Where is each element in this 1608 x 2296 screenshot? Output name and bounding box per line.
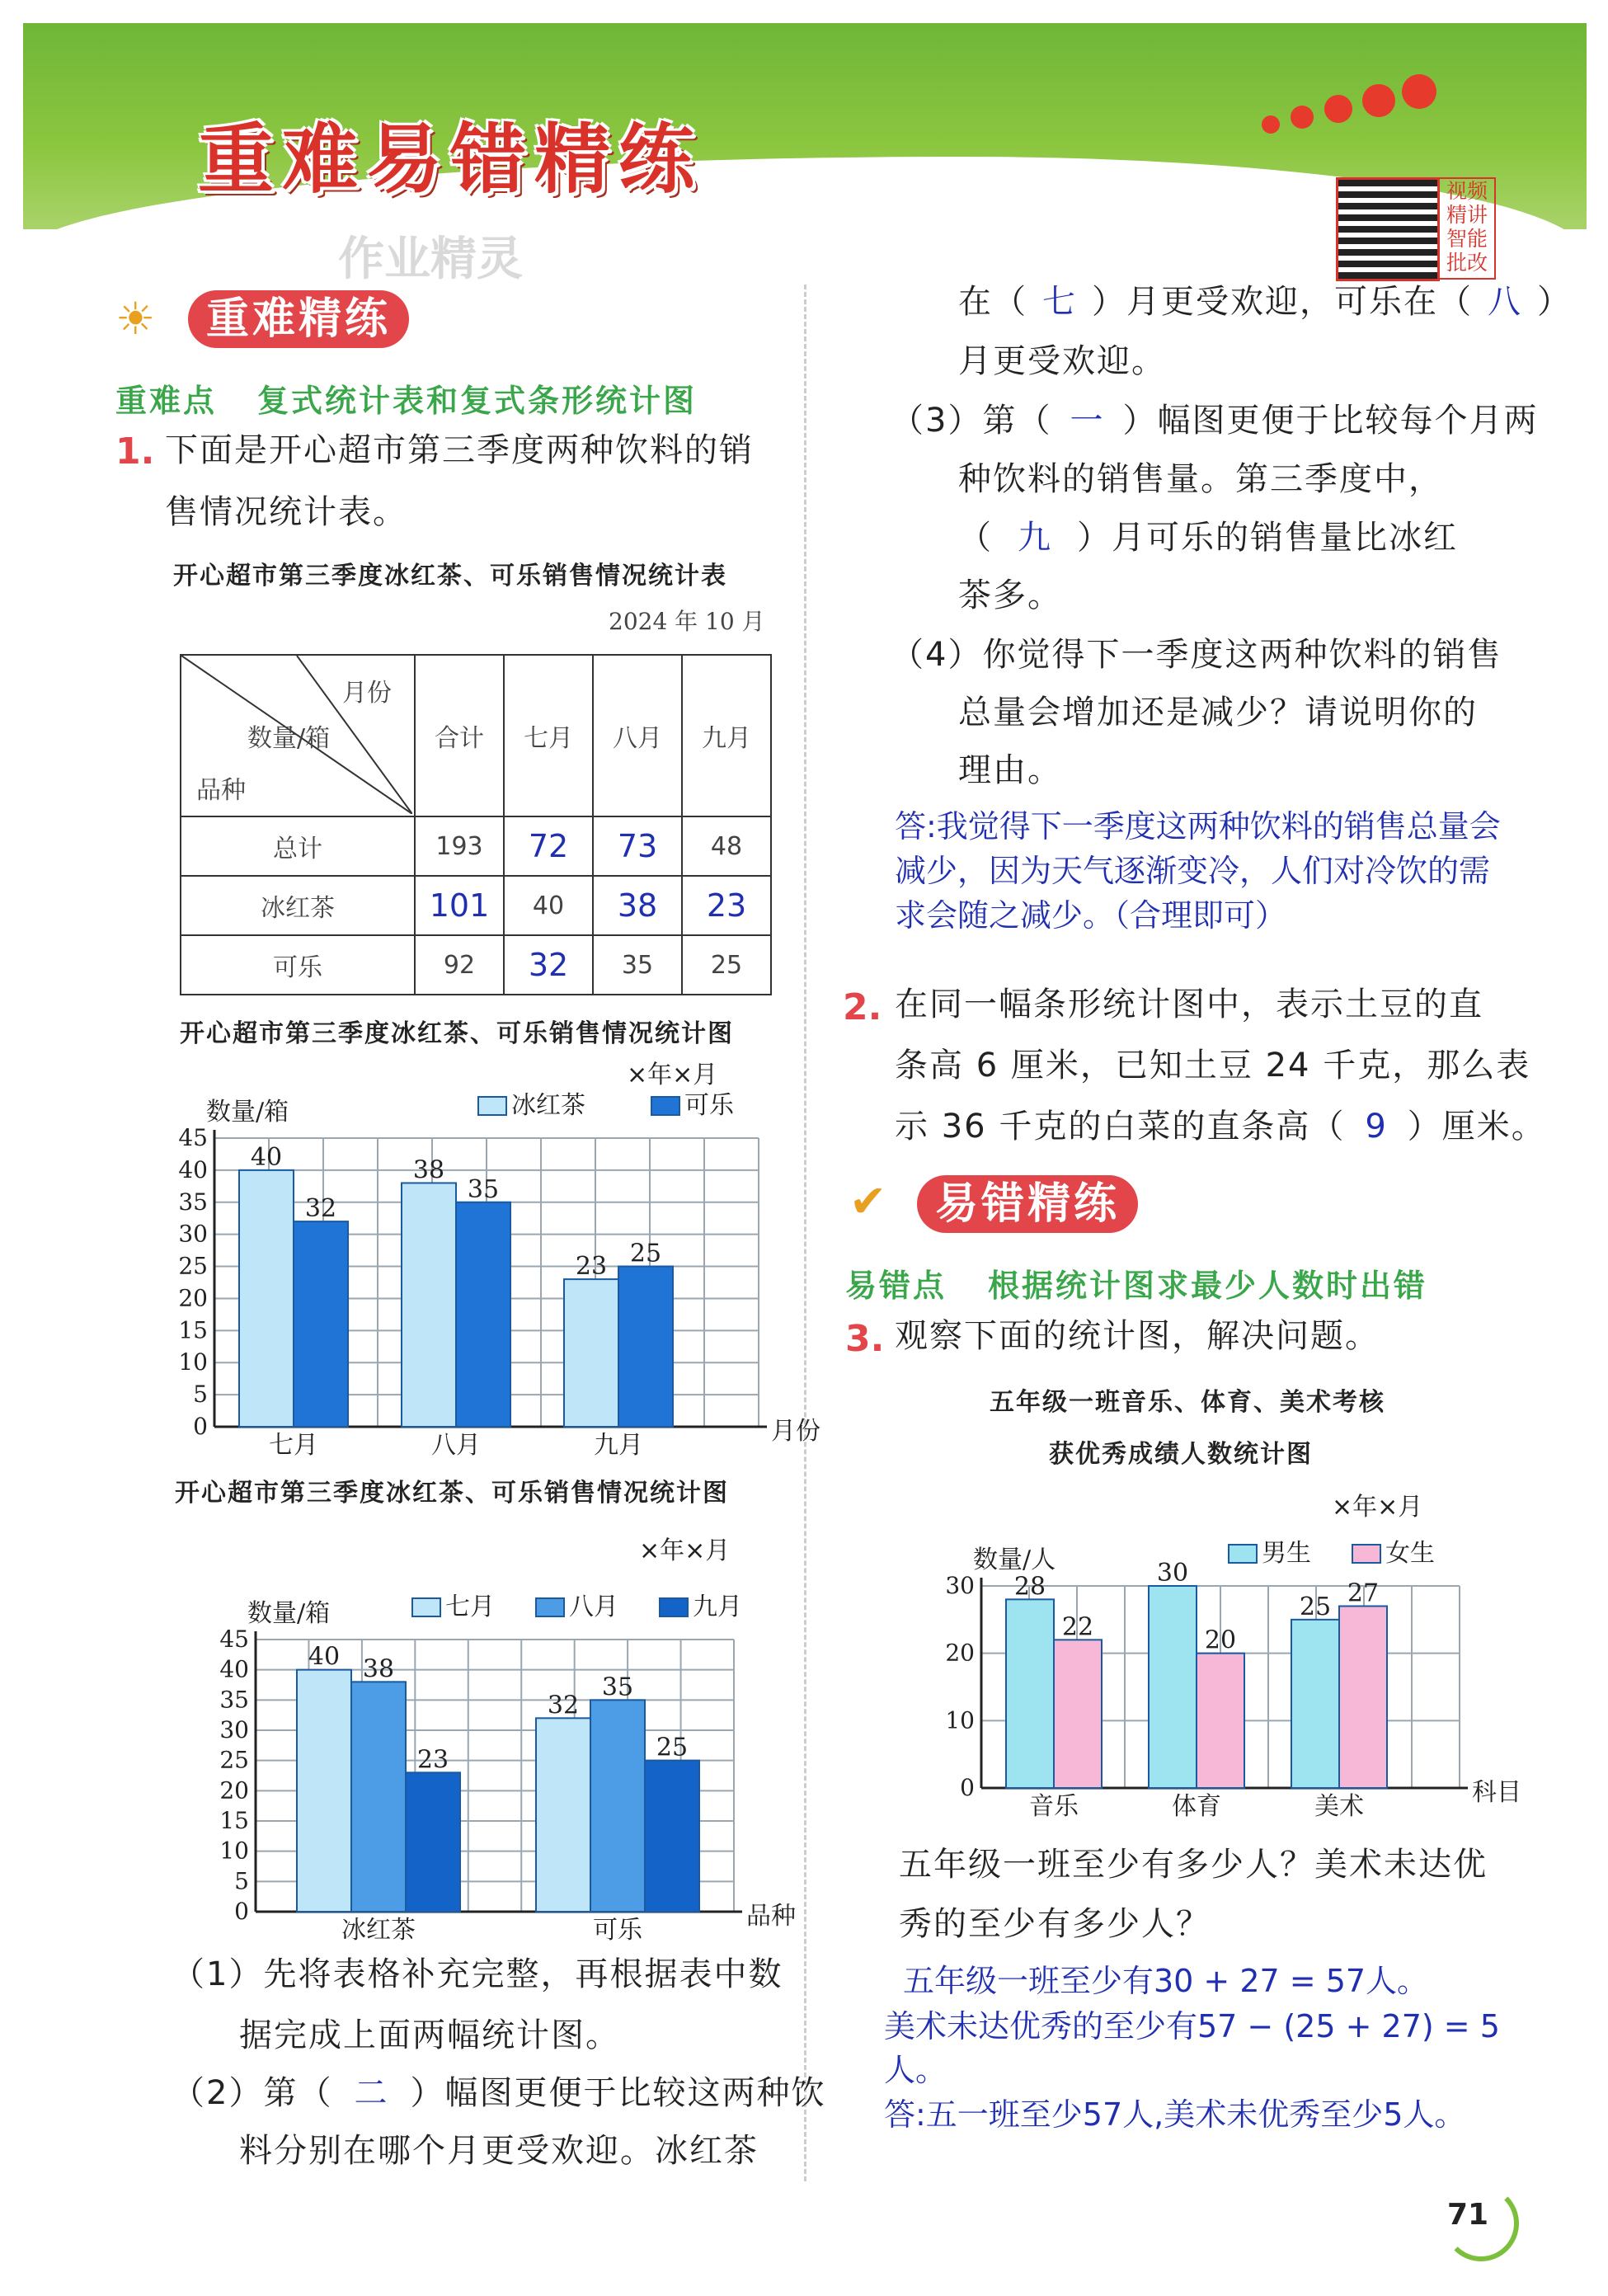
answer-line[interactable]: 人。 — [884, 2052, 947, 2088]
sub2-text — [172, 2063, 825, 2123]
q2-part: 示 36 千克的白菜的直条高（ — [895, 1108, 1346, 1146]
cell: 40 — [504, 876, 593, 935]
sub3-text: 茶多。 — [958, 576, 1062, 614]
col-header: 八月 — [593, 655, 682, 816]
data-label: 22 — [1061, 1612, 1094, 1642]
bar — [297, 1670, 351, 1912]
row-name: 冰红茶 — [181, 876, 415, 935]
cell-filled[interactable]: 23 — [682, 876, 771, 935]
row-name: 总计 — [181, 816, 415, 876]
section-badge-error: 易错精练 — [917, 1175, 1138, 1233]
bar — [1291, 1620, 1339, 1788]
x-tick-label: 音乐 — [1029, 1792, 1079, 1821]
data-label: 40 — [308, 1642, 341, 1672]
corner-month: 月份 — [342, 679, 392, 708]
data-label: 40 — [250, 1142, 283, 1172]
bar — [590, 1700, 645, 1912]
data-label: 35 — [601, 1673, 634, 1702]
legend-swatch — [651, 1097, 679, 1115]
chart3-title: 五年级一班音乐、体育、美术考核 — [990, 1388, 1385, 1417]
data-label: 38 — [362, 1654, 395, 1684]
sub2-part: ）幅图更便于比较这两种饮 — [410, 2074, 826, 2112]
bar — [402, 1183, 456, 1427]
qr-code[interactable] — [1336, 177, 1440, 281]
answer-blank[interactable]: 七 — [1042, 283, 1077, 321]
answer-line[interactable]: 求会随之减少。（合理即可） — [895, 897, 1287, 934]
legend-swatch — [412, 1598, 440, 1616]
sub1-text: 据完成上面两幅统计图。 — [239, 2016, 620, 2054]
sub3-part: （3）第（ — [891, 402, 1052, 440]
cell: 48 — [682, 816, 771, 876]
legend-label: 女生 — [1385, 1539, 1435, 1568]
chart1-title: 开心超市第三季度冰红茶、可乐销售情况统计图 — [180, 1019, 734, 1048]
y-tick-label: 0 — [193, 1413, 208, 1440]
col-header: 九月 — [682, 655, 771, 816]
answer-blank[interactable]: 二 — [354, 2074, 389, 2112]
page-title: 重难易错精练 — [198, 115, 703, 204]
chart1-date: ×年×月 — [627, 1061, 718, 1089]
q3-text: 观察下面的统计图，解决问题。 — [895, 1317, 1380, 1355]
x-axis-label: 月份 — [771, 1417, 820, 1446]
y-tick-label: 40 — [219, 1655, 249, 1683]
cell-filled[interactable]: 32 — [504, 935, 593, 995]
legend-swatch — [1229, 1545, 1257, 1563]
q3-question: 五年级一班至少有多少人？美术未达优 — [899, 1846, 1488, 1884]
point-label: 易错点 — [845, 1268, 947, 1304]
legend-swatch — [536, 1598, 564, 1616]
check-icon: ✔ — [849, 1175, 887, 1227]
answer-line[interactable]: 减少，因为天气逐渐变冷，人们对冷饮的需 — [895, 853, 1491, 889]
legend-swatch — [478, 1097, 506, 1115]
legend-label: 男生 — [1262, 1539, 1311, 1568]
y-tick-label: 20 — [178, 1284, 208, 1312]
chart3-date: ×年×月 — [1332, 1493, 1423, 1522]
data-label: 32 — [547, 1691, 580, 1720]
sub3-part: （ — [958, 519, 993, 557]
bar — [239, 1170, 294, 1427]
point-label: 重难点 — [115, 383, 218, 419]
q2-text — [895, 1097, 1546, 1156]
chart2-svg — [165, 1567, 808, 1946]
y-tick-label: 10 — [219, 1837, 249, 1865]
cell-filled[interactable]: 38 — [593, 876, 682, 935]
q1-text: 售情况统计表。 — [165, 493, 407, 531]
chart2-title: 开心超市第三季度冰红茶、可乐销售情况统计图 — [175, 1479, 729, 1508]
data-label: 25 — [1299, 1592, 1332, 1621]
answer-blank[interactable]: 9 — [1365, 1108, 1388, 1146]
table-title: 开心超市第三季度冰红茶、可乐销售情况统计表 — [173, 562, 727, 590]
table-row — [181, 816, 771, 876]
y-tick-label: 30 — [219, 1716, 249, 1743]
bar — [351, 1682, 406, 1912]
y-tick-label: 45 — [219, 1626, 249, 1653]
y-tick-label: 5 — [193, 1381, 208, 1409]
y-tick-label: 35 — [219, 1686, 249, 1714]
sub4-text: （4）你觉得下一季度这两种饮料的销售 — [891, 636, 1502, 674]
legend-swatch — [660, 1598, 688, 1616]
cont-text: 月更受欢迎。 — [958, 342, 1166, 380]
y-tick-label: 20 — [219, 1776, 249, 1804]
x-tick-label: 冰红茶 — [341, 1916, 416, 1945]
y-tick-label: 5 — [234, 1867, 249, 1895]
x-tick-label: 八月 — [431, 1431, 481, 1460]
data-label: 27 — [1347, 1578, 1380, 1608]
y-tick-label: 35 — [178, 1188, 208, 1216]
y-tick-label: 15 — [178, 1316, 208, 1344]
sun-icon: ☀ — [115, 293, 156, 345]
sub3-text: 种饮料的销售量。第三季度中， — [958, 460, 1443, 498]
y-tick-label: 20 — [945, 1639, 975, 1667]
legend-label: 冰红茶 — [511, 1091, 585, 1120]
cell: 193 — [415, 816, 504, 876]
data-label: 23 — [416, 1745, 449, 1775]
x-tick-label: 九月 — [594, 1431, 643, 1460]
answer-line[interactable]: 美术未达优秀的至少有57 − (25 + 27) = 5 — [884, 2008, 1500, 2044]
q2-text: 在同一幅条形统计图中，表示土豆的直 — [895, 986, 1483, 1023]
bar — [1149, 1586, 1197, 1788]
x-tick-label: 体育 — [1172, 1792, 1221, 1821]
cell: 35 — [593, 935, 682, 995]
legend-label: 九月 — [693, 1593, 742, 1621]
y-tick-label: 25 — [178, 1252, 208, 1280]
x-tick-label: 可乐 — [593, 1916, 642, 1945]
x-axis-label: 品种 — [746, 1902, 796, 1931]
legend-label: 八月 — [569, 1593, 618, 1621]
bar — [456, 1202, 510, 1427]
table-corner — [181, 655, 415, 816]
chart1-svg — [165, 1089, 825, 1468]
table-date: 2024 年 10 月 — [609, 608, 765, 635]
question-number: 1. — [115, 430, 155, 473]
y-tick-label: 40 — [178, 1155, 208, 1183]
y-axis-label: 数量/箱 — [247, 1599, 331, 1628]
sub4-text: 总量会增加还是减少？请说明你的 — [958, 694, 1478, 732]
stat-table — [180, 654, 772, 995]
col-header: 七月 — [504, 655, 593, 816]
y-axis-label: 数量/箱 — [206, 1098, 289, 1127]
sub2-part: （2）第（ — [172, 2074, 333, 2112]
bar — [645, 1761, 699, 1912]
bar — [1006, 1599, 1054, 1788]
section-badge-hard: 重难精练 — [188, 290, 409, 348]
bar — [406, 1772, 460, 1912]
cont-text — [958, 272, 1572, 332]
legend-label: 七月 — [445, 1593, 495, 1621]
cell-filled[interactable]: 101 — [415, 876, 504, 935]
answer-line[interactable]: 五年级一班至少有30 + 27 = 57人。 — [903, 1963, 1429, 1999]
sub3-text — [958, 508, 1458, 567]
sub2-text: 料分别在哪个月更受欢迎。冰红茶 — [239, 2132, 759, 2170]
q1-text: 下面是开心超市第三季度两种饮料的销 — [165, 431, 754, 469]
bar — [1339, 1607, 1387, 1789]
data-label: 38 — [412, 1155, 445, 1185]
legend-swatch — [1352, 1545, 1380, 1563]
x-tick-label: 美术 — [1314, 1792, 1364, 1821]
y-tick-label: 10 — [178, 1348, 208, 1376]
x-tick-label: 七月 — [269, 1431, 318, 1460]
cont-part: ） — [1537, 283, 1572, 321]
point-text: 根据统计图求最少人数时出错 — [988, 1268, 1428, 1304]
bar — [536, 1718, 590, 1912]
y-tick-label: 15 — [219, 1807, 249, 1834]
q3-question: 秀的至少有多少人？ — [899, 1905, 1211, 1943]
question-number: 2. — [843, 986, 882, 1028]
page-number-swoosh — [1443, 2185, 1519, 2261]
y-tick-label: 0 — [234, 1898, 249, 1925]
cell-filled[interactable]: 72 — [504, 816, 593, 876]
y-tick-label: 30 — [945, 1572, 975, 1599]
q2-part: ）厘米。 — [1407, 1108, 1546, 1146]
y-tick-label: 0 — [960, 1774, 975, 1801]
answer-blank[interactable]: 八 — [1488, 283, 1522, 321]
corner-qty: 数量/箱 — [247, 724, 331, 753]
row-name: 可乐 — [181, 935, 415, 995]
data-label: 30 — [1156, 1559, 1189, 1588]
question-number: 3. — [845, 1318, 885, 1360]
data-label: 32 — [304, 1194, 337, 1224]
q2-text: 条高 6 厘米，已知土豆 24 千克，那么表 — [895, 1047, 1531, 1084]
bar — [1054, 1640, 1102, 1788]
sub3-text — [891, 391, 1538, 450]
answer-line[interactable]: 答:我觉得下一季度这两种饮料的销售总量会 — [895, 808, 1501, 845]
answer-line[interactable]: 答:五一班至少57人,美术未优秀至少5人。 — [884, 2096, 1466, 2133]
answer-blank[interactable]: 九 — [1018, 519, 1052, 557]
sub4-text: 理由。 — [958, 751, 1062, 789]
y-tick-label: 25 — [219, 1746, 249, 1774]
x-axis-label: 科目 — [1472, 1778, 1521, 1807]
table-row — [181, 935, 771, 995]
table-row — [181, 876, 771, 935]
data-label: 20 — [1204, 1626, 1237, 1655]
y-tick-label: 45 — [178, 1124, 208, 1151]
sub3-part: ）月可乐的销售量比冰红 — [1077, 519, 1458, 557]
bar — [618, 1267, 673, 1427]
sub1-text: （1）先将表格补充完整，再根据表中数 — [172, 1955, 783, 1993]
chart3-svg — [915, 1517, 1559, 1831]
col-header: 合计 — [415, 655, 504, 816]
data-label: 25 — [629, 1239, 662, 1268]
data-label: 23 — [575, 1252, 608, 1282]
y-tick-label: 30 — [178, 1220, 208, 1248]
watermark: 作业精灵 — [338, 233, 523, 286]
bar — [294, 1221, 348, 1427]
data-label: 25 — [656, 1733, 689, 1762]
cell: 25 — [682, 935, 771, 995]
corner-kind: 品种 — [196, 776, 246, 805]
y-axis-label: 数量/人 — [973, 1546, 1056, 1574]
cont-part: ）月更受欢迎，可乐在（ — [1092, 283, 1473, 321]
chart2-date: ×年×月 — [639, 1536, 731, 1565]
data-label: 28 — [1013, 1572, 1046, 1602]
bar — [1197, 1654, 1244, 1788]
y-tick-label: 10 — [945, 1706, 975, 1734]
answer-blank[interactable]: 一 — [1070, 402, 1105, 440]
page-number: 71 — [1447, 2198, 1489, 2232]
point-text: 复式统计表和复式条形统计图 — [257, 383, 698, 419]
bar — [564, 1279, 618, 1427]
qr-label: 视频精讲智能批改 — [1438, 177, 1496, 280]
chart3-title: 获优秀成绩人数统计图 — [1049, 1440, 1313, 1469]
sub3-part: ）幅图更便于比较每个月两 — [1122, 402, 1539, 440]
cell-filled[interactable]: 73 — [593, 816, 682, 876]
legend-label: 可乐 — [684, 1091, 734, 1120]
data-label: 35 — [467, 1174, 500, 1204]
cell: 92 — [415, 935, 504, 995]
cont-part: 在（ — [958, 283, 1027, 321]
